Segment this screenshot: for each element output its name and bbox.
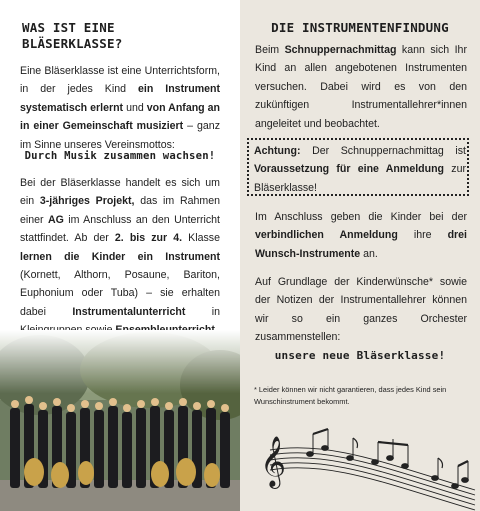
text-run: (Kornett, Althorn, Posaune, Bariton, Euphonium oder Tuba) – sie erhalten dabei xyxy=(20,269,220,318)
text-run: das im Rahmen einer xyxy=(20,195,220,226)
text-run: Klasse xyxy=(182,232,220,245)
emphasis-text: Achtung: xyxy=(254,145,301,157)
text-run: – ganz im Sinne unseres Vereinsmottos: xyxy=(20,120,220,151)
emphasis-text: 2. bis zur 4. xyxy=(114,232,183,245)
emphasis-text: 3-jähriges Projekt, xyxy=(39,195,135,208)
left-heading-line2: BLÄSERKLASSE? xyxy=(22,36,123,51)
intro-paragraph xyxy=(20,62,220,154)
footnote: * Leider können wir nicht garantieren, dass jedes Kind sein Wunschinstrument bekommt. xyxy=(254,385,447,406)
text-run: Bei der Bläserklasse handelt es sich um ein xyxy=(20,177,220,208)
text-run: in xyxy=(211,305,220,318)
emphasis-text: Voraussetzung für eine Anmeldung xyxy=(254,163,445,176)
svg-text:𝄞: 𝄞 xyxy=(260,436,287,487)
text-run: ihre xyxy=(397,229,448,242)
trial-afternoon-paragraph xyxy=(255,41,467,133)
program-description xyxy=(20,174,220,340)
left-heading xyxy=(22,20,222,52)
emphasis-text: von Anfang an in einer Gemeinschaft musiziert xyxy=(20,101,221,133)
orchestra-paragraph xyxy=(255,273,467,347)
text-run: an. xyxy=(360,247,378,260)
emphasis-text: Schnuppernachmittag xyxy=(284,44,397,56)
text-run: Eine Bläserklasse ist eine Unterrichtsform, in der jedes Kind xyxy=(20,65,220,96)
text-run: Auf Grundlage der Kinderwünsche* sowie der Notizen der Instrumentallehrer können wir so ein ganzes Orchester zusammenstellen: xyxy=(255,276,467,344)
text-run: Im Anschluss geben die Kinder bei der xyxy=(255,211,467,223)
right-heading: DIE INSTRUMENTENFINDUNG xyxy=(271,20,449,35)
registration-paragraph xyxy=(255,208,467,263)
emphasis-text: AG xyxy=(47,213,64,226)
emphasis-text: ein Instrument systematisch erlernt xyxy=(20,83,220,114)
text-run: zur Bläserklasse! xyxy=(254,163,466,194)
emphasis-text: verbindlichen Anmeldung xyxy=(255,229,398,242)
motto-slogan: Durch Musik zusammen wachsen! xyxy=(24,150,216,162)
text-run: Der Schnuppernachmittag ist xyxy=(300,145,466,157)
text-run: im Anschluss an den Unterricht stattfindet. Ab der xyxy=(20,213,220,245)
band-group-photo xyxy=(0,330,240,511)
text-run: kann sich Ihr Kind an allen angebotenen Instrumenten versuchen. Dabei wird es von den zukünftigen Instrumentallehrer*innen angeleitet und beobachtet. xyxy=(255,44,467,130)
emphasis-text: Instrumentalunterricht xyxy=(72,305,186,318)
left-heading-line1: WAS IST EINE xyxy=(22,20,115,35)
music-notes-illustration xyxy=(240,420,480,511)
closing-slogan: unsere neue Bläserklasse! xyxy=(274,349,446,362)
notice-text xyxy=(254,142,466,197)
emphasis-text: lernen die Kinder ein Instrument xyxy=(20,250,220,263)
text-run: Beim xyxy=(255,44,285,56)
text-run: und xyxy=(123,101,147,114)
emphasis-text: drei Wunsch-Instrumente xyxy=(255,229,467,260)
